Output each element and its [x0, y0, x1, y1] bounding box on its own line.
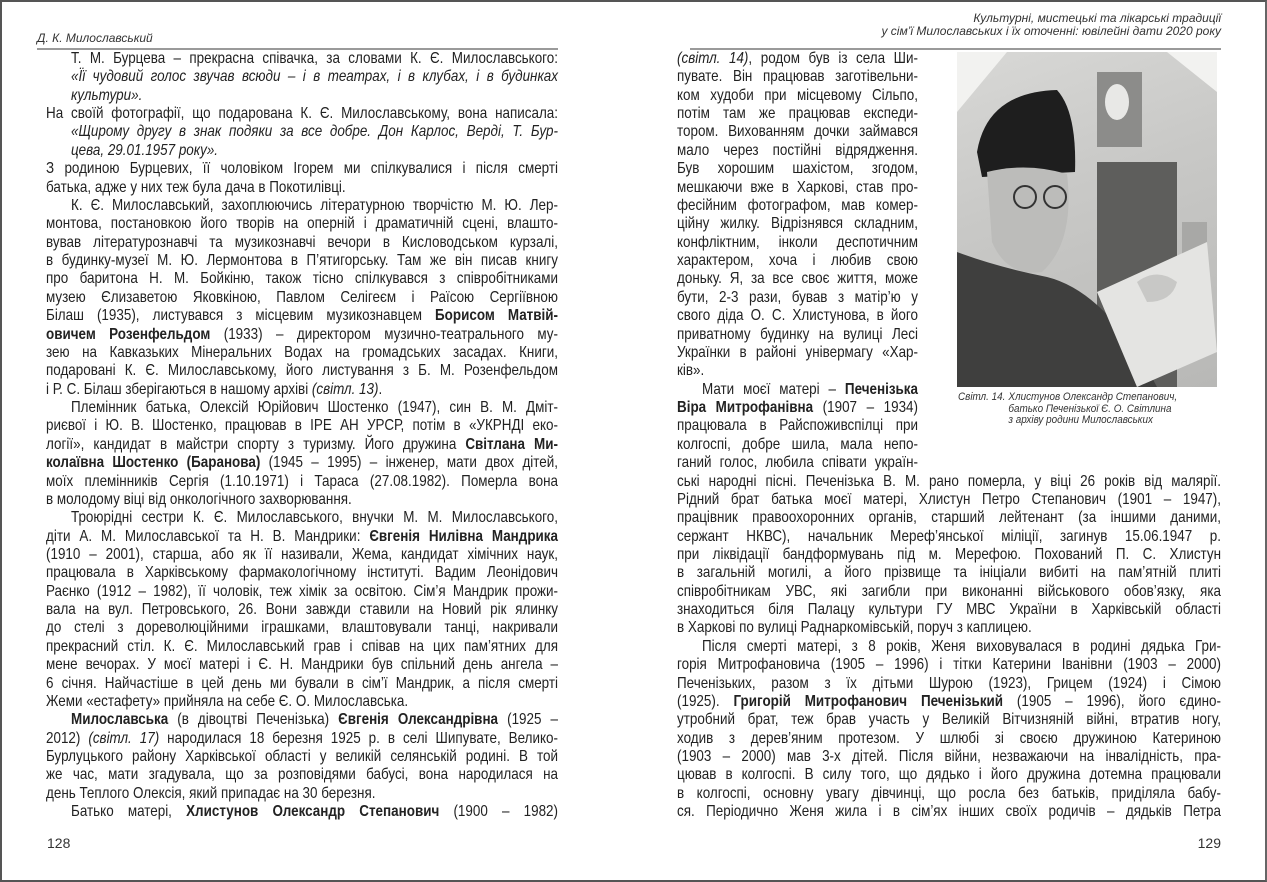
text-line	[46, 656, 558, 674]
text-line	[677, 766, 1221, 784]
text-run: батька, адже у них теж була дача в Покотилівці.	[46, 178, 346, 196]
text-run: прекрасний стіл. К. Є. Милославський грав і співав на цих пам’ятних для	[46, 637, 558, 655]
text-line	[677, 50, 918, 68]
text-run: зею на Кавказьких Мінеральних Водах на громадських засадах. Книги,	[46, 343, 558, 361]
italic-text: культури».	[71, 86, 143, 104]
text-line	[46, 638, 558, 656]
text-run: приватному будинку на вулиці Лесі	[677, 325, 918, 343]
italic-text: (світл. 14)	[677, 50, 749, 67]
text-line	[677, 619, 1221, 637]
text-run: сержант НКВС), начальник Мереф’янської міліції, загинув 15.06.1947 р.	[677, 527, 1221, 545]
text-run: знаходиться біля Палацу культури ГУ МВС України в Харківській області	[677, 601, 1221, 619]
text-line	[677, 711, 1221, 729]
text-run: .	[378, 380, 383, 398]
text-run: конфліктним, інколи деспотичним	[677, 233, 918, 251]
text-run: діти А. М. Милославської та Н. В. Мандрики:	[46, 527, 370, 545]
text-line	[677, 748, 1221, 766]
text-line	[46, 215, 558, 233]
caption-line: батько Печенізької Є. О. Світлина	[1008, 402, 1172, 415]
caption-line: з архіву родини Милославських	[1008, 414, 1153, 426]
text-run: ся. Періодично Женя жила і в сім’ях інших своїх родичів – дядьків Петра	[677, 803, 1221, 821]
text-run: (1905 – 1996), його єдино-	[1003, 692, 1221, 710]
text-line	[71, 50, 558, 68]
text-line	[677, 601, 1221, 619]
text-line	[677, 693, 1221, 711]
page-number-right: 129	[1197, 835, 1221, 851]
portrait-image	[957, 52, 1217, 387]
text-run: ційну жилку. Відрізнявся складним,	[677, 215, 918, 233]
text-line	[46, 693, 558, 711]
text-line	[46, 785, 558, 803]
text-run: працівник правоохоронних органів, старший лейтенант (за іншими даними,	[677, 509, 1221, 527]
text-run: тором. Вихованням дочки займався	[677, 123, 918, 141]
caption-label: Світл. 14.	[958, 391, 1006, 403]
text-run: до стелі з дореволюційними іграшками, влаштовували танці, накривали	[46, 619, 558, 637]
text-line	[677, 509, 1221, 527]
text-run: (1903 – 2000) мав 3-х дітей. Після війни, незважаючи на інвалідність, пра-	[677, 748, 1221, 766]
text-line	[71, 399, 558, 417]
text-run: утробний брат, теж брав участь у Великій Вітчизняній війні, втратив ногу,	[677, 711, 1221, 729]
bold-text: Хлистунов Олександр Степанович	[186, 803, 440, 821]
text-line	[677, 730, 1221, 748]
text-run: в Харкові по вулиці Раднаркомівській, поруч з каплицею.	[677, 619, 1032, 637]
text-run: співробітникам УВС, які загибли при виконанні військового обов’язку, яка	[677, 582, 1221, 600]
text-run: фесійним фотографом, мав комер-	[677, 196, 918, 214]
text-line	[71, 68, 558, 86]
text-line	[702, 638, 1221, 656]
text-line	[677, 785, 1221, 803]
text-line	[677, 123, 918, 141]
text-run: і Р. С. Білаш зберігаються в нашому архіві	[46, 380, 312, 398]
text-run: мене вечорах. У моєї матері і Є. Н. Мандрики був спільний день ангела –	[46, 656, 558, 674]
text-line	[46, 307, 558, 325]
text-line	[677, 289, 918, 307]
text-run: З родиною Бурцевих, її чоловіком Ігорем ми спілкувалися і після смерті	[46, 160, 558, 178]
running-header-right-line1: Культурні, мистецькі та лікарські традиції	[973, 11, 1221, 25]
text-line	[677, 326, 918, 344]
text-line	[677, 344, 918, 362]
text-run: пувате. Він працював заготівельни-	[677, 68, 918, 86]
text-run: горія Митрофановича (1905 – 1996) і тітки Катерини Іванівни (1903 – 2000)	[677, 656, 1221, 674]
text-line	[677, 362, 918, 380]
text-line	[677, 68, 918, 86]
text-run: працювала в Харківському фармакологічному інституті. Вадим Леонідович	[46, 564, 558, 582]
text-run: вала на вул. Петровського, 26. Вони завжди ставили на Новий рік ялинку	[46, 601, 558, 619]
text-line	[677, 564, 1221, 582]
text-line	[71, 142, 558, 160]
text-line	[677, 87, 918, 105]
text-line	[46, 234, 558, 252]
text-run: Білаш (1935), листувався з місцевим музикознавцем	[46, 307, 435, 325]
text-line	[677, 528, 1221, 546]
text-line	[677, 179, 918, 197]
text-line	[677, 583, 1221, 601]
text-run: монтова, постановкою його творів на оперній і драматичній сцені, влашто-	[46, 215, 558, 233]
text-run: Троюрідні сестри К. Є. Милославського, внучки М. М. Милославського,	[71, 509, 558, 527]
bold-text: Борисом Матвій-	[434, 307, 559, 325]
text-line	[46, 454, 558, 472]
text-line	[46, 601, 558, 619]
text-line	[677, 270, 918, 288]
text-run: ходив з дерев’яним протезом. У шлюбі зі своєю дружиною Катериною	[677, 729, 1221, 747]
text-run: 6 січня. Найчастіше в цей день ми бували в сім’ї Мандрик, а після смерті	[46, 674, 558, 692]
text-line	[71, 803, 558, 821]
text-line	[677, 656, 1221, 674]
text-run: (1907 – 1934)	[813, 399, 919, 417]
bold-text: Печенізька	[844, 380, 918, 398]
text-line	[677, 546, 1221, 564]
text-line	[677, 675, 1221, 693]
text-line	[71, 197, 558, 215]
text-run: мешкаючи вже в Харкові, став про-	[677, 178, 918, 196]
text-line	[702, 381, 918, 399]
text-run: (1925 –	[498, 711, 559, 729]
text-line	[71, 123, 558, 141]
text-run: колгоспі, добре шила, мала непо-	[677, 435, 918, 453]
text-run: в молодому віці від онкологічного захворювання.	[46, 490, 352, 508]
text-run: , родом був із села Ши-	[748, 50, 918, 67]
text-run: же час, мати згадувала, що за розповідями бабусі, вона народилася на	[46, 766, 558, 784]
text-line	[71, 87, 558, 105]
italic-text: «Її чудовий голос звучав всюди – і в театрах, і в клубах, і в будинках	[71, 68, 558, 86]
text-run: ські народні пісні. Печенізька В. М. рано померла, у віці 26 років від малярії.	[677, 472, 1221, 490]
text-line	[677, 160, 918, 178]
text-line	[677, 105, 918, 123]
text-line	[71, 509, 558, 527]
text-line	[46, 473, 558, 491]
text-line	[46, 252, 558, 270]
text-line	[46, 105, 558, 123]
italic-text: цева, 29.01.1957 року».	[71, 141, 219, 159]
text-line	[46, 528, 558, 546]
text-run: Бурлуцького району Харківської області у великій селянській родині. В той	[46, 748, 558, 766]
text-line	[677, 252, 918, 270]
italic-text: (світл. 13)	[311, 380, 379, 398]
bold-text: Григорій Митрофанович Печенізький	[733, 692, 1004, 710]
italic-text: «Щирому другу в знак подяки за все добре. Дон Карлос, Верді, Т. Бур-	[71, 123, 558, 141]
text-line	[677, 454, 918, 472]
bold-text: Милославська	[71, 711, 169, 729]
text-run: доньку. Я, за все своє життя, може	[677, 270, 918, 288]
bold-text: колаївна Шостенко (Баранова)	[46, 454, 261, 472]
text-line	[46, 748, 558, 766]
photo-portrait	[957, 52, 1217, 387]
text-run: (в дівоцтві Печенізька)	[168, 711, 339, 729]
text-run: потім там же працював експеди-	[677, 105, 918, 123]
text-line	[677, 399, 918, 417]
text-line	[677, 142, 918, 160]
text-line	[677, 197, 918, 215]
text-line	[46, 583, 558, 601]
text-run: характером, хоча і любив свою	[677, 252, 918, 270]
text-line	[71, 711, 558, 729]
text-run: К. Є. Милославський, захоплюючись літературною творчістю М. Ю. Лер-	[71, 196, 558, 214]
text-line	[46, 766, 558, 784]
text-run: подаровані К. Є. Милославському, його листування з Б. М. Розенфельдом	[46, 362, 558, 380]
text-run: ків».	[677, 362, 705, 380]
text-run: 2012)	[46, 729, 89, 747]
bold-text: Євгенія Нилівна Мандрика	[369, 527, 558, 545]
text-run: Мати моєї матері –	[702, 380, 845, 398]
bold-text: овичем Розенфельдом	[46, 325, 211, 343]
running-header-right	[881, 12, 1221, 38]
running-header-left: Д. К. Милославський	[37, 31, 153, 45]
text-run: Печенізьких, разом з їх дітьми Шурою (1923), Грицем (1924) і Сімою	[677, 674, 1221, 692]
text-run: Був хорошим шахістом, згодом,	[677, 160, 918, 178]
text-line	[46, 564, 558, 582]
photo-caption	[958, 392, 1177, 427]
italic-text: (світл. 17)	[88, 729, 160, 747]
bold-text: Євгенія Олександрівна	[338, 711, 499, 729]
bold-text: Світлана Ми-	[465, 435, 558, 453]
text-line	[677, 491, 1221, 509]
text-line	[677, 234, 918, 252]
text-run: Т. М. Бурцева – прекрасна співачка, за словами К. Є. Милославського:	[71, 50, 558, 67]
bold-text: Віра Митрофанівна	[677, 399, 814, 417]
text-run: риєвої і Ю. В. Шостенко, працював в ІРЕ АН УРСР, потім в «УКРНДІ еко-	[46, 417, 558, 435]
text-run: бути, 2-3 рази, бував з матір’ю у	[677, 288, 918, 306]
text-run: (1925).	[677, 692, 734, 710]
text-run: ганий голос, любила співати україн-	[677, 454, 918, 472]
text-line	[46, 289, 558, 307]
text-run: Батько матері,	[71, 803, 187, 821]
text-line	[46, 491, 558, 509]
text-run: свого діда О. С. Хлистунова, в його	[677, 307, 918, 325]
text-line	[46, 546, 558, 564]
text-run: народилася 18 березня 1925 р. в селі Шипувате, Велико-	[159, 729, 559, 747]
text-run: ком худоби при місцевому Сільпо,	[677, 86, 918, 104]
text-run: Раєнко (1912 – 1982), її чоловік, теж хімік за освітою. Сім’я Мандрик прожи-	[46, 582, 558, 600]
text-run: (1910 – 2001), старша, або як її називали, Жема, кандидат хімічних наук,	[46, 545, 558, 563]
text-line	[46, 675, 558, 693]
text-line	[677, 215, 918, 233]
text-line	[46, 326, 558, 344]
caption-line: Хлистунов Олександр Степанович,	[1008, 391, 1178, 403]
text-line	[677, 417, 918, 435]
text-line	[46, 619, 558, 637]
text-line	[677, 307, 918, 325]
text-run: Жеми «естафету» прийняла на себе Є. О. Милославська.	[46, 692, 409, 710]
text-run: (1945 – 1995) – інженер, мати двох дітей,	[260, 454, 559, 472]
text-line	[677, 473, 1221, 491]
text-run: цював в колгоспі. В силу того, що дядько і його дружина дотемна працювали	[677, 766, 1221, 784]
text-line	[677, 803, 1221, 821]
text-run: моїх племінників Сергія (1.10.1971) і Тараса (27.08.1982). Померла вона	[46, 472, 558, 490]
text-run: день Теплого Олексія, який припадає на 30 березня.	[46, 784, 376, 802]
text-run: в колгоспі, основну увагу дівчинці, що росла без батьків, приділяла бабу-	[677, 784, 1221, 802]
page-number-left: 128	[47, 835, 71, 851]
text-run: логії», кандидат в майстри спорту з туризму. Його дружина	[46, 435, 466, 453]
text-line	[46, 436, 558, 454]
text-run: Племінник батька, Олексій Юрійович Шостенко (1947), син В. М. Дміт-	[71, 399, 558, 417]
text-line	[46, 381, 558, 399]
text-run: музею Єлизаветою Яковкіною, Павлом Селігеєм і Раїсою Сергіївною	[46, 288, 558, 306]
text-line	[46, 344, 558, 362]
text-run: в будинку-музеї М. Ю. Лермонтова в П’ятигорську. Там же він писав книгу	[46, 252, 558, 270]
text-run: Рідний брат батька моєї матері, Хлистун Петро Степанович (1901 – 1947),	[677, 490, 1221, 508]
text-line	[46, 179, 558, 197]
text-run: працювала в Райспоживспілці при	[677, 417, 918, 435]
text-line	[46, 362, 558, 380]
text-line	[46, 270, 558, 288]
text-run: (1933) – директором музично-театрального му-	[210, 325, 558, 343]
text-run: вував літературознавчі та музикознавчі вечори в Кисловодськом курзалі,	[46, 233, 558, 251]
text-run: (1900 – 1982)	[439, 803, 559, 821]
running-header-right-line2: у сім’ї Милославських і їх оточенні: ювілейні дати 2020 року	[881, 24, 1221, 38]
text-line	[46, 417, 558, 435]
text-run: На своїй фотографії, що подарована К. Є. Милославському, вона написала:	[46, 105, 558, 123]
text-run: Українки в районі універмагу «Хар-	[677, 343, 918, 361]
text-run: про баритона Н. М. Бойкіню, також тісно спілкувався з співробітниками	[46, 270, 558, 288]
text-line	[46, 730, 558, 748]
text-line	[677, 436, 918, 454]
text-run: в загальній могилі, а його прізвище та ініціали вибиті на пам’ятній плиті	[677, 564, 1221, 582]
text-run: Після смерті матері, з 8 років, Женя виховувалася в родині дядька Гри-	[702, 637, 1221, 655]
text-line	[46, 160, 558, 178]
text-run: мало через постійні відрядження.	[677, 141, 918, 159]
text-run: при ліквідації бандформувань під м. Мерефою. Похований П. С. Хлистун	[677, 545, 1221, 563]
